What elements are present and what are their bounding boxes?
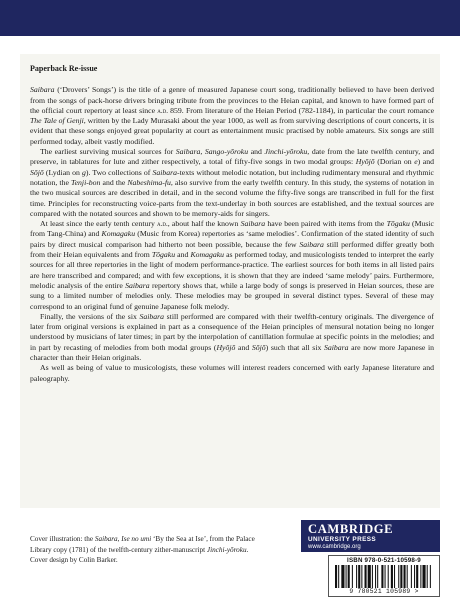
paragraph-2: The earliest surviving musical sources for Saibara, Sango-yōroku and Jinchi-yōroku, date from the late twelfth century, and preserve, in tablatures for lute and zither respectively, a total of fifty-five songs in two modal groups: Hyōjō (Dorian on e) and Sōjō (Lydian on g). Two collections of Saibara-texts without melodic notation, but including rudimentary mensural and rhythmic notation, the Tenji-bon and the Nabeshima-fu, also survive from the early twelfth century. In this study, the systems of notation in the two musical sources are described in detail, and in the second volume the fifty-five songs are transcribed in full for the first time. Principles for reconstructing voice-parts from the text-underlay in both sources are established, and the textual sources are compared with the notated sources and shown to be memory-aids for singers. bbox=[30, 147, 434, 218]
paragraph-3: At least since the early tenth century a.d., about half the known Saibara have been paired with items from the Tōgaku (Music from Tang-China) and Komagaku (Music from Korea) repertories as ‘same melodies’. Confirmation of the stated identity of such pairs by direct musical comparison had hitherto not been possible, because the few Saibara still performed differ greatly both from their Heian equivalents and from Tōgaku and Komagaku as performed today, and musicologists tended to interpret the early sources for all three repertories in the light of modern performance-practice. The earliest sources for both items in all listed pairs are here transcribed and compared; and with few exceptions, it is shown that they are indeed ‘same melody’ pairs. Furthermore, melodic analysis of the entire Saibara repertory shows that, while a large body of songs is preserved in Heian sources, these are sung to a limited number of melodies only. These melodies may be grouped in several distinct types. Several of these may correspond to an original fund of genuine Japanese folk melody. bbox=[30, 219, 434, 311]
paragraph-5: As well as being of value to musicologists, these volumes will interest readers concerned with early Japanese literature and paleography. bbox=[30, 363, 434, 383]
paragraph-4: Finally, the versions of the six Saibara still performed are compared with their twelfth-century originals. The divergence of later from original versions is explained in part as a consequence of the Heian principles of mensural notation being no longer understood by musicians of later times; in part by the interpolation of cantillation formulae at specific points in the melodies; and in part by recasting of melodies from both modal groups (Hyōjō and Sōjō) such that all six Saibara are now more Japanese in character than their Heian originals. bbox=[30, 311, 434, 363]
barcode-bars bbox=[335, 565, 433, 588]
publisher-website: www.cambridge.org bbox=[308, 543, 361, 550]
reissue-heading: Paperback Re-issue bbox=[30, 64, 98, 73]
top-color-band bbox=[0, 0, 460, 36]
cover-credits: Cover illustration: the Saibara, Ise no umi ‘By the Sea at Ise’, from the Palace Library copy (1781) of the twelfth-century zither-manuscript Jinchi-yōroku. Cover design by Colin Barker. bbox=[30, 535, 255, 564]
isbn-barcode bbox=[328, 555, 440, 597]
cover-design-credit: Cover design by Colin Barker. bbox=[30, 556, 118, 564]
barcode-digits: 9 780521 105989 > bbox=[349, 588, 419, 595]
publisher-subtitle: UNIVERSITY PRESS bbox=[308, 536, 377, 543]
publisher-name: CAMBRIDGE bbox=[308, 522, 394, 536]
paragraph-1: Saibara (‘Drovers’ Songs’) is the title of a genre of measured Japanese court song, traditionally believed to have been derived from the songs of pack-horse drivers bringing tribute from the provinces to the Heian capital, and known to have formed part of the official court repertory at least since a.d. 859. From literature of the Heian Period (782-1184), in particular the court romance The Tale of Genji, written by the Lady Murasaki about the year 1000, as well as from surviving descriptions of court concerts, it is evident that these songs enjoyed great popularity at court as entertainment music practised by noble amateurs. Six songs are still performed today, albeit vastly modified. bbox=[30, 85, 435, 146]
publisher-logo bbox=[301, 520, 440, 552]
isbn-number: ISBN 978-0-521-10598-9 bbox=[347, 557, 421, 564]
blurb-text bbox=[30, 64, 434, 384]
